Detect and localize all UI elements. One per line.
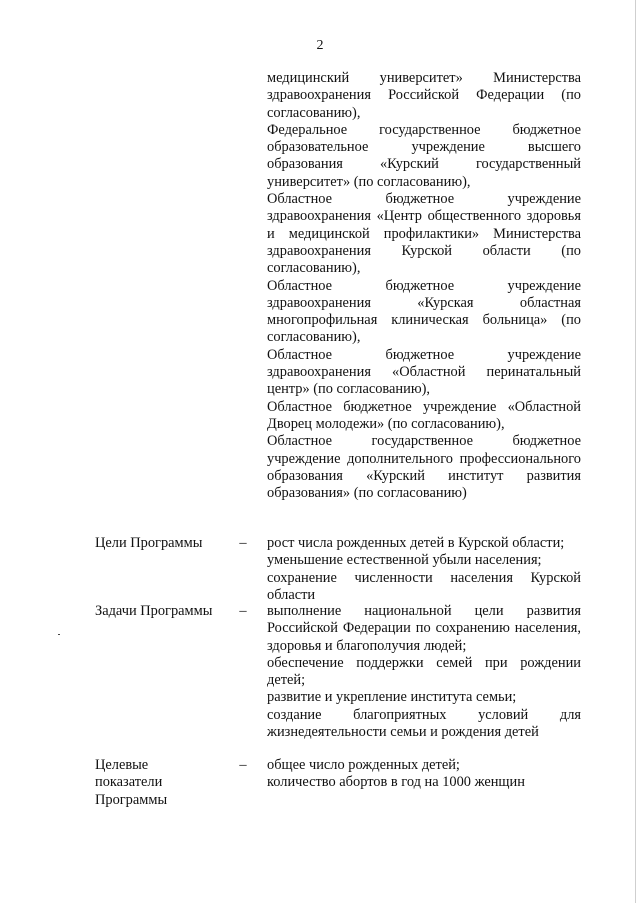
- goal-item: рост числа рожденных детей в Курской области;: [267, 535, 565, 551]
- targets-label-line: показатели: [95, 774, 163, 791]
- task-item: создание благоприятных условий для жизнедеятельности семьи и рождения детей: [267, 706, 581, 741]
- participant-item: Федеральное государственное бюджетное образовательное учреждение высшего образования «Курский государственный университет» (по согласованию),: [267, 121, 581, 190]
- targets-list: [267, 757, 581, 792]
- participant-item: Областное бюджетное учреждение «Областной Дворец молодежи» (по согласованию),: [267, 398, 581, 432]
- task-item: выполнение национальной цели развития Российской Федерации по сохранению населения, здоровья и благополучия людей;: [267, 603, 581, 654]
- page-edge: [635, 0, 636, 903]
- task-item: развитие и укрепление института семьи;: [267, 689, 517, 706]
- targets-label-line: Программы: [95, 791, 168, 808]
- participant-item: Областное бюджетное учреждение здравоохранения «Областной перинатальный центр» (по согласованию),: [267, 346, 581, 398]
- target-item: количество абортов в год на 1000 женщин: [267, 774, 525, 791]
- tasks-dash: –: [239, 603, 247, 619]
- goals-label: Цели Программы: [95, 535, 203, 551]
- participants-continued: [267, 70, 581, 502]
- goal-item: уменьшение естественной убыли населения;: [267, 552, 542, 569]
- margin-speck: [58, 634, 60, 635]
- tasks-list: [267, 603, 581, 741]
- targets-label-line: Целевые: [95, 757, 149, 773]
- participant-item: медицинский университет» Министерства здравоохранения Российской Федерации (по согласованию),: [267, 70, 581, 121]
- targets-label: [95, 757, 235, 809]
- task-item: обеспечение поддержки семей при рождении детей;: [267, 654, 581, 689]
- goal-item: сохранение численности населения Курской области: [267, 569, 581, 603]
- target-item: общее число рожденных детей;: [267, 757, 460, 773]
- participant-item: Областное бюджетное учреждение здравоохранения «Курская областная многопрофильная клиническая больница» (по согласованию),: [267, 277, 581, 346]
- participant-item: Областное государственное бюджетное учреждение дополнительного профессионального образования «Курский институт развития образования» (по согласованию): [267, 433, 581, 502]
- goals-list: [267, 535, 581, 604]
- targets-dash: –: [239, 757, 247, 773]
- participant-item: Областное бюджетное учреждение здравоохранения «Центр общественного здоровья и медицинской профилактики» Министерства здравоохранения Курской области (по согласованию),: [267, 191, 581, 277]
- tasks-label: Задачи Программы: [95, 603, 213, 619]
- page-number: 2: [316, 38, 324, 53]
- goals-dash: –: [239, 535, 247, 551]
